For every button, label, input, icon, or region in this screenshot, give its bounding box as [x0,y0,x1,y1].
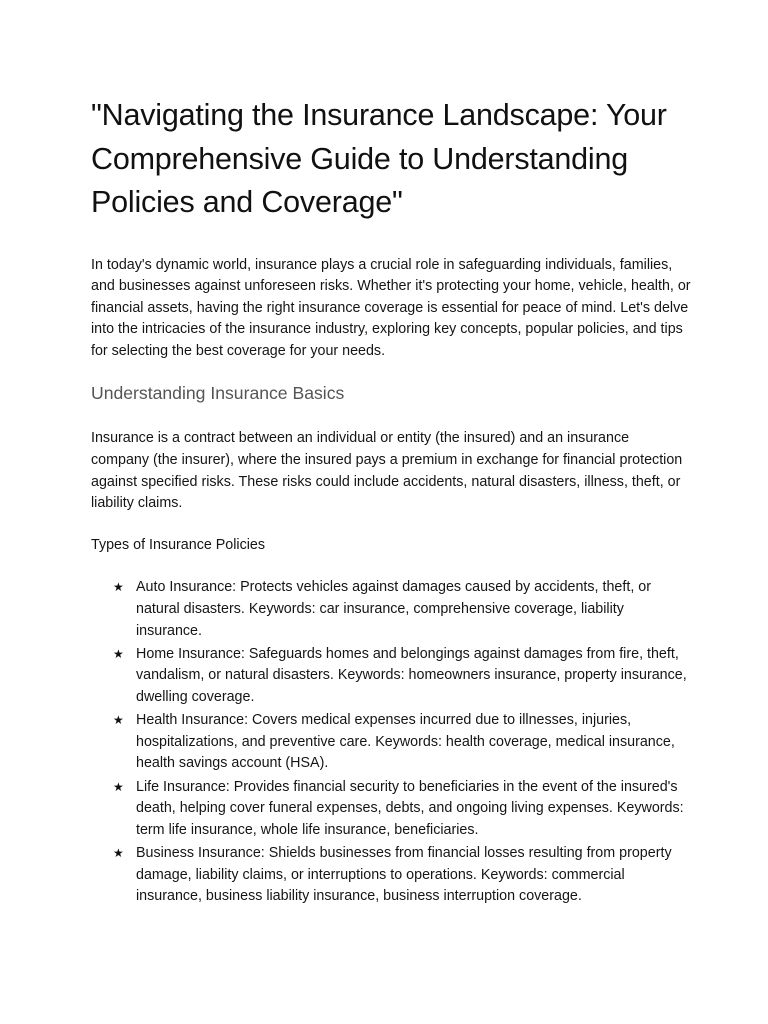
definition-paragraph: Insurance is a contract between an individual or entity (the insured) and an insurance company (the insurer), where the insured pays a premium in exchange for financial protection against specified risks. These risks could include accidents, natural disasters, illness, theft, or liability claims. [91,430,683,512]
list-item-auto-insurance [91,577,691,642]
list-item-text: Auto Insurance: Protects vehicles against damages caused by accidents, theft, or natural disasters. Keywords: car insurance, comprehensive coverage, liability insurance. [136,579,651,639]
star-icon: ★ [113,779,124,794]
star-icon: ★ [113,713,124,728]
document-title: "Navigating the Insurance Landscape: Your Comprehensive Guide to Understanding Policies and Coverage" [91,98,667,219]
list-item-text: Business Insurance: Shields businesses from financial losses resulting from property damage, liability claims, or interruptions to operations. Keywords: commercial insurance, business liability insurance, business interruption coverage. [136,844,672,905]
list-item-health-insurance [91,710,691,775]
star-icon: ★ [113,845,124,860]
list-item-business-insurance [91,843,691,908]
list-item-text: Health Insurance: Covers medical expenses incurred due to illnesses, injuries, hospitalizations, and preventive care. Keywords: health coverage, medical insurance, health savings account (HSA). [136,712,675,772]
list-item-text: Home Insurance: Safeguards homes and belongings against damages from fire, theft, vandalism, or natural disasters. Keywords: homeowners insurance, property insurance, dwelling coverage. [136,645,687,705]
section-heading: Understanding Insurance Basics [91,383,345,404]
star-icon: ★ [113,646,124,661]
document-page [91,94,691,909]
list-item-text: Life Insurance: Provides financial security to beneficiaries in the event of the insured's death, helping cover funeral expenses, debts, and ongoing living expenses. Keywords: term life insurance, whole life insurance, beneficiaries. [136,778,684,838]
policy-list [91,577,691,907]
star-icon: ★ [113,580,124,595]
intro-paragraph: In today's dynamic world, insurance plays a crucial role in safeguarding individuals, families, and businesses against unforeseen risks. Whether it's protecting your home, vehicle, health, or financial assets, having the right insurance coverage is essential for peace of mind. Let's delve into the intricacies of the insurance industry, exploring key concepts, popular policies, and tips for selecting the best coverage for your needs. [91,256,691,359]
types-heading: Types of Insurance Policies [91,536,266,553]
list-item-home-insurance [91,644,691,709]
list-item-life-insurance [91,777,691,842]
